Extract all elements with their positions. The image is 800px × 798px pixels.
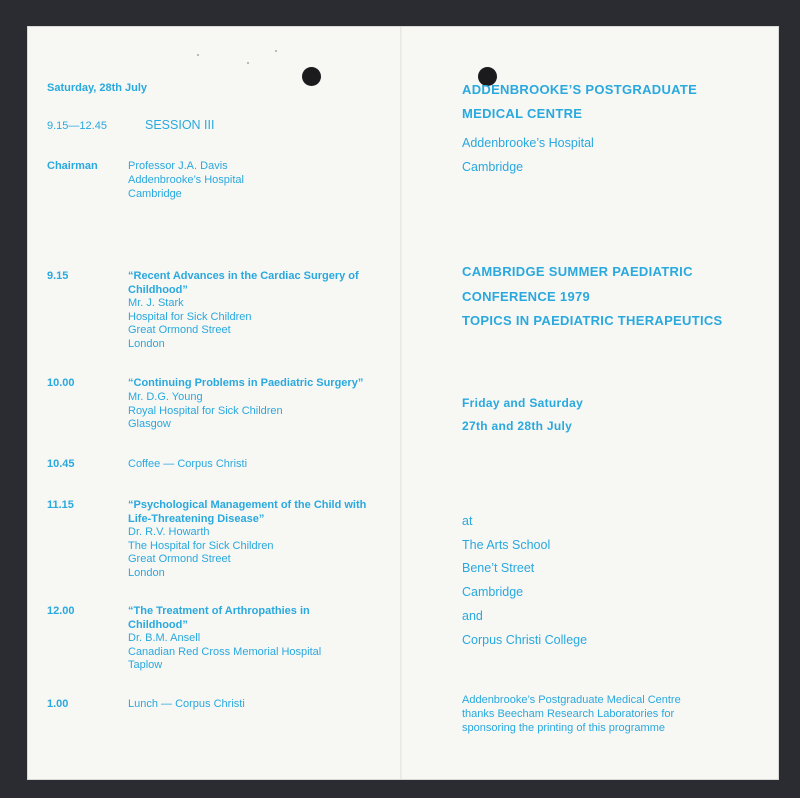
item-detail-line: London (128, 338, 165, 350)
item-detail-line: Mr. J. Stark (128, 297, 184, 309)
item-detail-line: Hospital for Sick Children (128, 311, 252, 323)
item-title-line: Childhood” (128, 619, 188, 631)
venue-line: Corpus Christi College (462, 633, 588, 647)
item-detail-line: Mr. D.G. Young (128, 391, 203, 403)
chairman-line: Cambridge (128, 188, 182, 200)
item-time: 10.45 (47, 458, 75, 470)
venue-line: Cambridge (462, 585, 524, 599)
sponsor-line: thanks Beecham Research Laboratories for (462, 708, 675, 720)
chairman-line: Addenbrooke’s Hospital (128, 174, 244, 186)
conference-title-line: TOPICS IN PAEDIATRIC THERAPEUTICS (462, 313, 723, 328)
venue-line: The Arts School (462, 538, 551, 552)
conference-dates: 27th and 28th July (462, 419, 573, 433)
conference-title-line: CAMBRIDGE SUMMER PAEDIATRIC (462, 264, 693, 279)
chairman-label: Chairman (47, 160, 98, 172)
conference-days: Friday and Saturday (462, 396, 584, 410)
org-name-line: MEDICAL CENTRE (462, 106, 583, 121)
item-title-line: “Continuing Problems in Paediatric Surgery” (128, 377, 364, 389)
item-detail-line: London (128, 567, 165, 579)
item-detail-line: Coffee — Corpus Christi (128, 458, 248, 470)
item-detail-line: Great Ormond Street (128, 324, 231, 336)
item-time: 10.00 (47, 377, 75, 389)
item-detail-line: Royal Hospital for Sick Children (128, 405, 283, 417)
venue-line: and (462, 609, 483, 623)
session-time: 9.15—12.45 (47, 120, 107, 132)
item-time: 9.15 (47, 270, 69, 282)
item-time: 1.00 (47, 698, 69, 710)
item-detail-line: Great Ormond Street (128, 553, 231, 565)
item-title-line: “Recent Advances in the Cardiac Surgery of (128, 270, 359, 282)
item-detail-line: Canadian Red Cross Memorial Hospital (128, 646, 322, 658)
session-title: SESSION III (145, 118, 215, 132)
item-title-line: “Psychological Management of the Child with (128, 499, 367, 511)
session-date: Saturday, 28th July (47, 82, 148, 94)
item-detail-line: Glasgow (128, 418, 171, 430)
punch-hole-left (302, 67, 321, 86)
item-title-line: Childhood” (128, 284, 188, 296)
item-detail-line: Lunch — Corpus Christi (128, 698, 245, 710)
speck (247, 62, 249, 64)
item-detail-line: Taplow (128, 659, 163, 671)
fold-line (400, 27, 402, 779)
item-title-line: “The Treatment of Arthropathies in (128, 605, 310, 617)
city: Cambridge (462, 160, 524, 174)
org-name-line: ADDENBROOKE’S POSTGRADUATE (462, 82, 698, 97)
item-detail-line: Dr. R.V. Howarth (128, 526, 210, 538)
sponsor-line: Addenbrooke’s Postgraduate Medical Centre (462, 694, 681, 706)
speck (197, 54, 199, 56)
conference-title-line: CONFERENCE 1979 (462, 289, 591, 304)
item-detail-line: Dr. B.M. Ansell (128, 632, 201, 644)
item-title-line: Life-Threatening Disease” (128, 513, 265, 525)
speck (275, 50, 277, 52)
item-time: 11.15 (47, 499, 74, 511)
venue-line: Bene’t Street (462, 561, 535, 575)
sponsor-line: sponsoring the printing of this programme (462, 722, 665, 734)
item-detail-line: The Hospital for Sick Children (128, 540, 274, 552)
item-time: 12.00 (47, 605, 75, 617)
hospital-name: Addenbrooke’s Hospital (462, 136, 594, 150)
venue-line: at (462, 514, 473, 528)
chairman-line: Professor J.A. Davis (128, 160, 228, 172)
